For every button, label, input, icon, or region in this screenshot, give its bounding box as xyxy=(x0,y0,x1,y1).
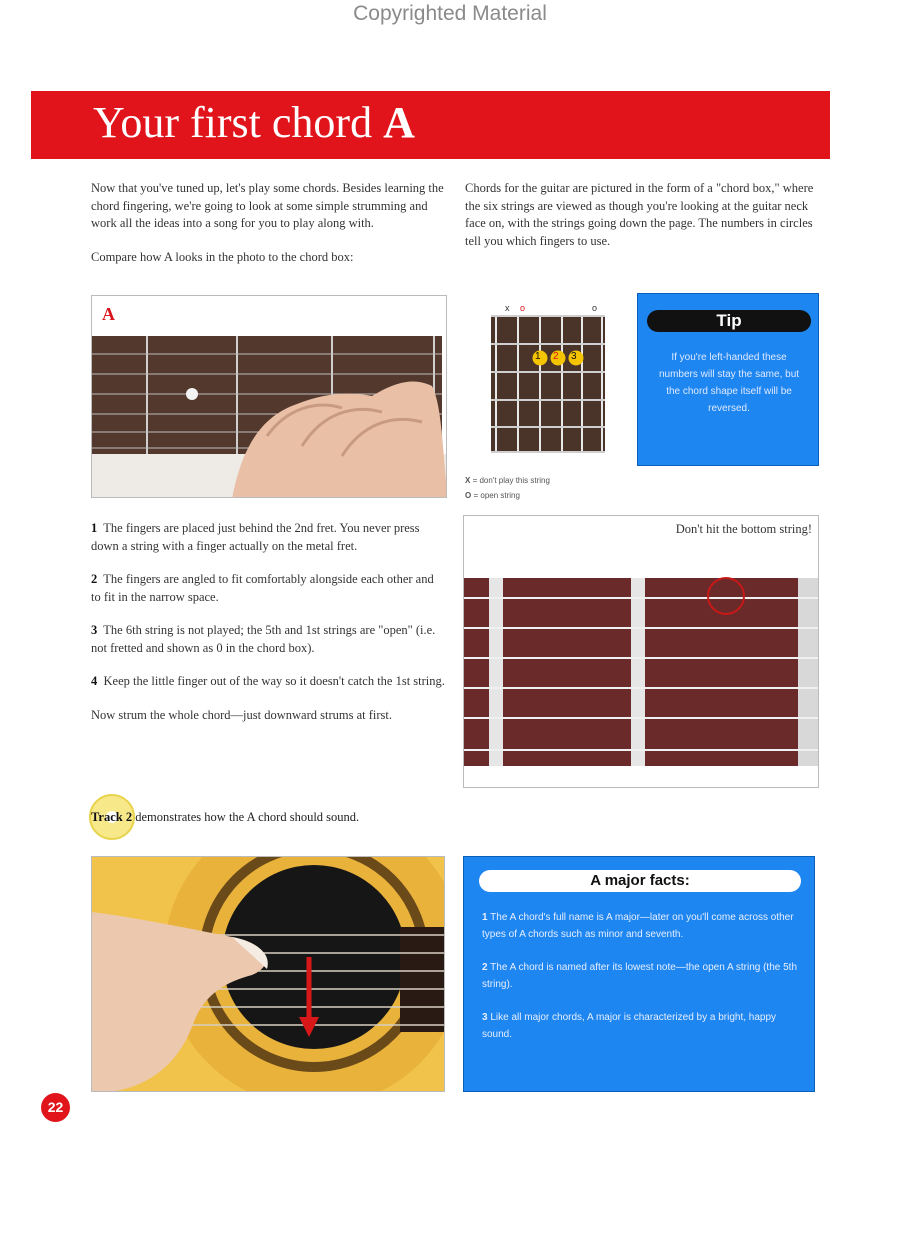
tip-box xyxy=(637,293,819,466)
string-5-marker: o xyxy=(520,303,526,313)
title-banner xyxy=(31,91,830,159)
fact-2-text: The A chord is named after its lowest note—the open A string (the 5th string). xyxy=(482,962,798,990)
strum-instruction: Now strum the whole chord—just downward strums at first. xyxy=(91,707,393,722)
strumming-photo xyxy=(91,856,445,1092)
page-number: 22 xyxy=(41,1093,70,1122)
fact-2 xyxy=(482,959,802,993)
chord-box xyxy=(478,300,618,460)
fact-3-number: 3 xyxy=(482,1012,488,1023)
fact-1 xyxy=(482,909,802,943)
tip-title: Tip xyxy=(647,310,811,332)
finger-1-label: 1 xyxy=(535,351,541,362)
track-label: Track 2 xyxy=(91,810,133,824)
photo-chord-label: A xyxy=(102,304,115,324)
legend-o: = open string xyxy=(473,491,520,500)
fretboard-closeup-illustration xyxy=(464,516,819,788)
string-1-marker: o xyxy=(592,303,598,313)
legend-x-symbol: X xyxy=(465,476,471,485)
tip-body: If you're left-handed these numbers will stay the same, but the chord shape itself will be reversed. xyxy=(658,352,800,414)
intro-paragraph-2: Compare how A looks in the photo to the chord box: xyxy=(91,249,354,264)
step-4 xyxy=(91,673,446,691)
intro-right xyxy=(465,180,821,250)
intro-paragraph-1: Now that you've tuned up, let's play some chords. Besides learning the chord fingering, we're going to look at some simple strumming and work all the ideas into a song for you to play along with. xyxy=(91,181,444,230)
fact-3-text: Like all major chords, A major is characterized by a bright, happy sound. xyxy=(482,1012,777,1040)
fact-1-number: 1 xyxy=(482,912,488,923)
step-2 xyxy=(91,571,446,606)
legend-x: = don't play this string xyxy=(472,476,550,485)
chord-box-legend xyxy=(465,473,550,503)
fretboard-hand-illustration xyxy=(92,296,447,498)
intro-left xyxy=(91,180,446,266)
facts-title: A major facts: xyxy=(479,870,801,892)
fact-3 xyxy=(482,1009,802,1043)
steps-list xyxy=(91,520,446,724)
fretboard-caption: Don't hit the bottom string! xyxy=(675,522,812,536)
title-chord: A xyxy=(383,98,415,147)
step-4-number: 4 xyxy=(91,674,98,688)
fretboard-photo xyxy=(463,515,819,788)
string-6-marker: x xyxy=(505,303,510,313)
chord-box-diagram xyxy=(478,300,618,460)
step-1-number: 1 xyxy=(91,521,98,535)
step-1 xyxy=(91,520,446,555)
step-4-text: Keep the little finger out of the way so it doesn't catch the 1st string. xyxy=(103,674,445,688)
finger-3-label: 3 xyxy=(571,351,577,362)
step-1-text: The fingers are placed just behind the 2nd fret. You never press down a string with a finger actually on the metal fret. xyxy=(91,521,420,553)
chord-box-explanation: Chords for the guitar are pictured in the form of a "chord box," where the six strings are viewed as though you're looking at the guitar neck face on, with the strings going down the page. The numbers in circles tell you which fingers to use. xyxy=(465,181,814,248)
strumming-illustration xyxy=(92,857,445,1092)
step-2-text: The fingers are angled to fit comfortably alongside each other and to fit in the narrow space. xyxy=(91,572,434,604)
fact-2-number: 2 xyxy=(482,962,488,973)
step-3-text: The 6th string is not played; the 5th and 1st strings are "open" (i.e. not fretted and shown as 0 in the chord box). xyxy=(91,623,436,655)
step-3-number: 3 xyxy=(91,623,98,637)
fact-1-text: The A chord's full name is A major—later on you'll come across other types of A chords such as minor and seventh. xyxy=(482,912,794,940)
track-text: demonstrates how the A chord should sound. xyxy=(135,810,360,824)
page-title xyxy=(93,97,415,148)
title-main: Your first chord xyxy=(93,98,373,147)
step-2-number: 2 xyxy=(91,572,98,586)
legend-o-symbol: O xyxy=(465,491,472,500)
step-3 xyxy=(91,622,446,657)
track-reference xyxy=(91,809,451,826)
copyright-watermark: Copyrighted Material xyxy=(353,2,547,25)
finger-2-label: 2 xyxy=(553,351,559,362)
facts-box xyxy=(463,856,815,1092)
chord-a-photo xyxy=(91,295,447,498)
facts-list xyxy=(482,909,802,1043)
